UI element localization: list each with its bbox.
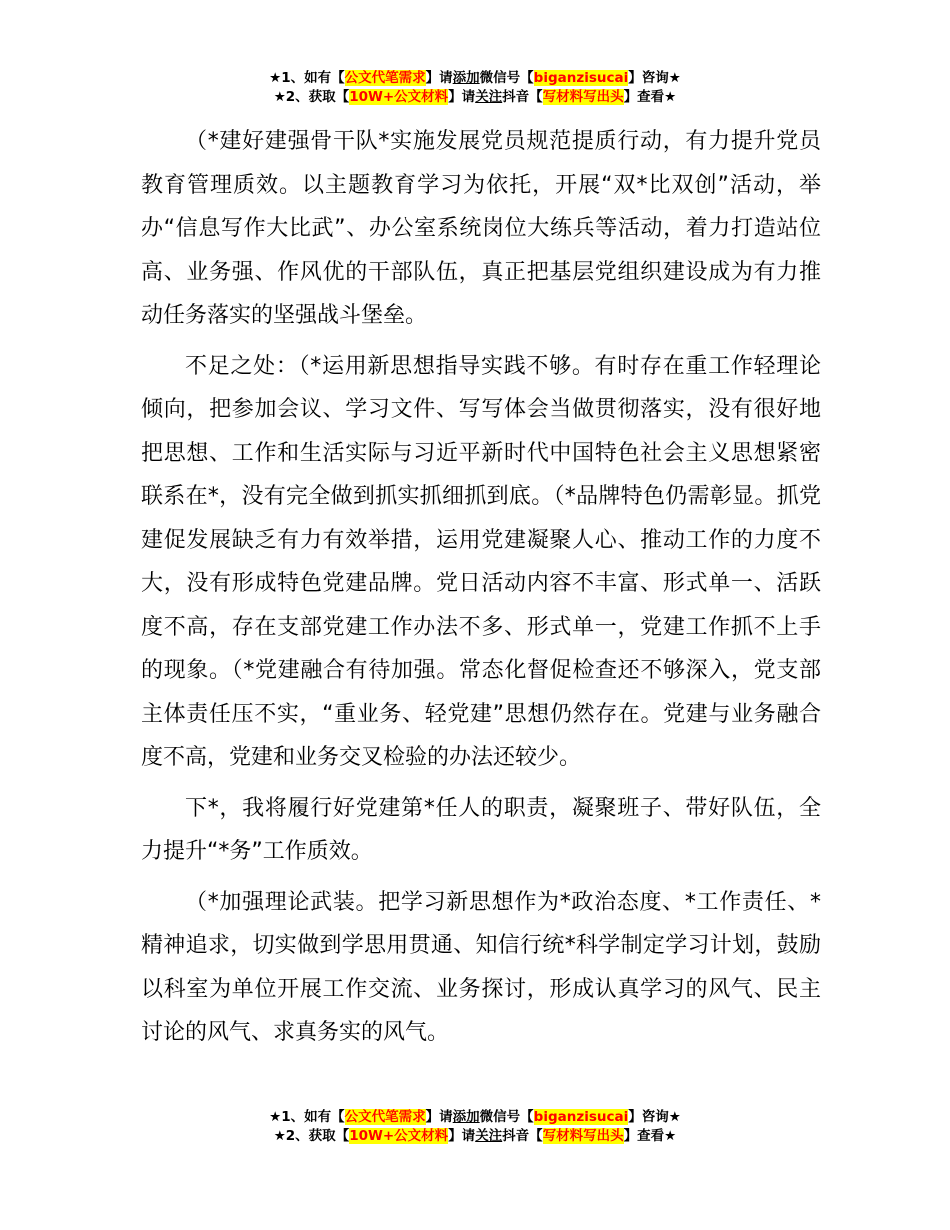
banner-text: ★1、如有【: [269, 70, 345, 86]
banner-text: 】咨询★: [628, 70, 681, 86]
highlight-service: 公文代笔需求: [344, 70, 426, 86]
header-ad-line-2: [0, 88, 950, 107]
highlight-douyin-account: 写材料写出头: [542, 1128, 624, 1144]
paragraph-theory-study: （*加强理论武装。把学习新思想作为*政治态度、*工作责任、*精神追求，切实做到学思用贯通、知信行统*科学制定学习计划，鼓励以科室为单位开展工作交流、业务探讨，形成认真学习的风气、民主讨论的风气、求真务实的风气。: [141, 889, 821, 1045]
underlined-text: 添加: [452, 70, 480, 86]
document-body: [141, 120, 821, 1062]
footer-ad-banner: [0, 1108, 950, 1146]
banner-text: 微信号【: [479, 1109, 534, 1125]
highlight-materials: 10W+公文材料: [349, 1128, 449, 1144]
highlight-douyin-account: 写材料写出头: [542, 89, 624, 105]
paragraph-next-steps: 下*，我将履行好党建第*任人的职责，凝聚班子、带好队伍，全力提升“*务”工作质效。: [141, 795, 821, 864]
banner-text: ★2、获取【: [273, 1128, 350, 1144]
banner-text: 】请: [425, 1109, 453, 1125]
header-ad-line-1: [0, 69, 950, 88]
banner-text: 抖音【: [502, 89, 543, 105]
footer-ad-line-1: [0, 1108, 950, 1127]
banner-text: 】查看★: [623, 1128, 677, 1144]
banner-text: 抖音【: [502, 1128, 543, 1144]
header-ad-banner: [0, 69, 950, 107]
highlight-service: 公文代笔需求: [344, 1109, 426, 1125]
paragraph-cadre-team: （*建好建强骨干队*实施发展党员规范提质行动，有力提升党员教育管理质效。以主题教育学习为依托，开展“双*比双创”活动，举办“信息写作大比武”、办公室系统岗位大练兵等活动，着力打造站位高、业务强、作风优的干部队伍，真正把基层党组织建设成为有力推动任务落实的坚强战斗堡垒。: [141, 129, 821, 328]
highlight-wechat-id: biganzisucai: [533, 70, 629, 86]
banner-text: 】请: [425, 70, 453, 86]
banner-text: 】请: [448, 1128, 476, 1144]
banner-text: 微信号【: [479, 70, 534, 86]
paragraph-shortcomings: 不足之处：（*运用新思想指导实践不够。有时存在重工作轻理论倾向，把参加会议、学习文件、写写体会当做贯彻落实，没有很好地把思想、工作和生活实际与习近平新时代中国特色社会主义思想紧密联系在*，没有完全做到抓实抓细抓到底。（*品牌特色仍需彰显。抓党建促发展缺乏有力有效举措，运用党建凝聚人心、推动工作的力度不大，没有形成特色党建品牌。党日活动内容不丰富、形式单一、活跃度不高，存在支部党建工作办法不多、形式单一，党建工作抓不上手的现象。（*党建融合有待加强。常态化督促检查还不够深入，党支部主体责任压不实，“重业务、轻党建”思想仍然存在。党建与业务融合度不高，党建和业务交叉检验的办法还较少。: [141, 353, 821, 770]
banner-text: ★1、如有【: [269, 1109, 345, 1125]
highlight-wechat-id: biganzisucai: [533, 1109, 629, 1125]
highlight-materials: 10W+公文材料: [349, 89, 449, 105]
underlined-text: 关注: [475, 89, 503, 105]
banner-text: 】查看★: [623, 89, 677, 105]
underlined-text: 关注: [475, 1128, 503, 1144]
banner-text: ★2、获取【: [273, 89, 350, 105]
banner-text: 】咨询★: [628, 1109, 681, 1125]
underlined-text: 添加: [452, 1109, 480, 1125]
banner-text: 】请: [448, 89, 476, 105]
footer-ad-line-2: [0, 1127, 950, 1146]
